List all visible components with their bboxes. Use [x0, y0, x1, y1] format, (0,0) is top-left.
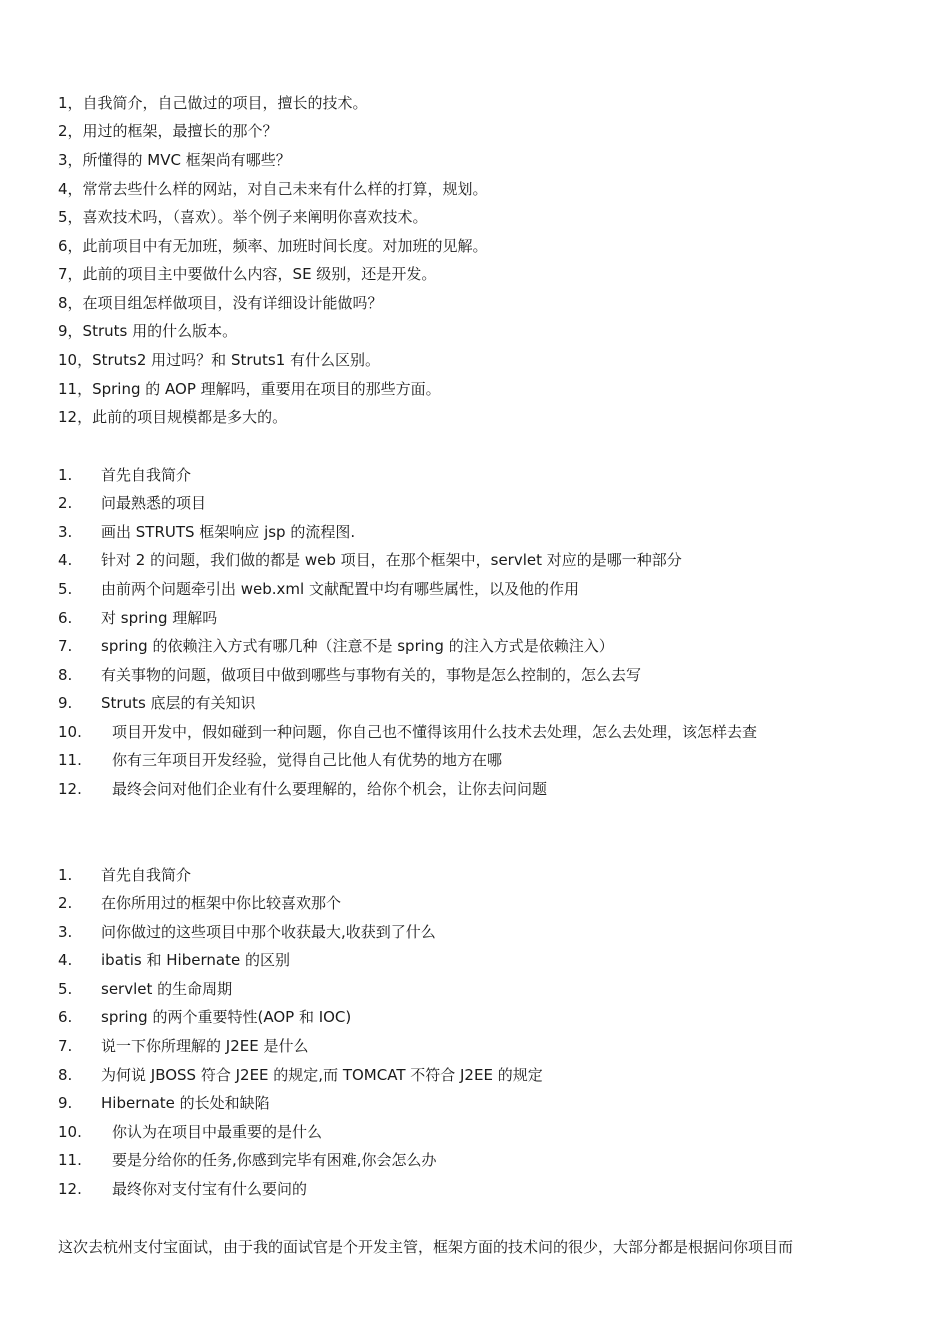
list-text: 你认为在项目中最重要的是什么 [112, 1123, 323, 1141]
list-text: 针对 2 的问题，我们做的都是 web 项目，在那个框架中，servlet 对应的是哪一种部分 [101, 551, 682, 569]
list-number: 7. [58, 1037, 73, 1055]
list-item [58, 721, 757, 743]
question-line: 5，喜欢技术吗，（喜欢）。举个例子来阐明你喜欢技术。 [58, 208, 428, 226]
question-line: 9，Struts 用的什么版本。 [58, 322, 238, 340]
list-number: 12. [58, 780, 82, 798]
list-item [58, 1121, 322, 1143]
question-line: 6，此前项目中有无加班，频率、加班时间长度。对加班的见解。 [58, 237, 488, 255]
list-number: 10. [58, 1123, 82, 1141]
list-number: 2. [58, 894, 73, 912]
list-text: servlet 的生命周期 [101, 980, 233, 998]
list-text: 在你所用过的框架中你比较喜欢那个 [101, 894, 342, 912]
question-line: 7，此前的项目主中要做什么内容，SE 级别，还是开发。 [58, 265, 437, 283]
list-item [58, 492, 206, 514]
list-item [58, 778, 547, 800]
list-text: spring 的依赖注入方式有哪几种（注意不是 spring 的注入方式是依赖注入） [101, 637, 614, 655]
list-text: ibatis 和 Hibernate 的区别 [101, 951, 290, 969]
list-item [58, 1149, 437, 1171]
list-item [58, 521, 355, 543]
list-text: Struts 底层的有关知识 [101, 694, 256, 712]
list-item [58, 1178, 307, 1200]
list-number: 8. [58, 1066, 73, 1084]
list-text: 问你做过的这些项目中那个收获最大,收获到了什么 [101, 923, 436, 941]
list-item [58, 1092, 270, 1114]
question-line: 2，用过的框架，最擅长的那个？ [58, 122, 278, 140]
list-text: 有关事物的问题，做项目中做到哪些与事物有关的，事物是怎么控制的，怎么去写 [101, 666, 642, 684]
list-item [58, 692, 256, 714]
list-item [58, 464, 191, 486]
list-number: 5. [58, 580, 73, 598]
list-text: 首先自我简介 [101, 866, 192, 884]
list-number: 4. [58, 551, 73, 569]
list-item [58, 549, 682, 571]
list-number: 5. [58, 980, 73, 998]
question-line: 12，此前的项目规模都是多大的。 [58, 408, 288, 426]
list-number: 10. [58, 723, 82, 741]
list-text: 对 spring 理解吗 [101, 609, 218, 627]
list-number: 1. [58, 466, 73, 484]
list-text: 项目开发中，假如碰到一种问题，你自己也不懂得该用什么技术去处理，怎么去处理，该怎样去查 [112, 723, 758, 741]
list-number: 4. [58, 951, 73, 969]
list-item [58, 864, 191, 886]
list-text: 要是分给你的任务,你感到完毕有困难,你会怎么办 [112, 1151, 437, 1169]
list-text: 由前两个问题牵引出 web.xml 文献配置中均有哪些属性，以及他的作用 [101, 580, 579, 598]
list-number: 9. [58, 1094, 73, 1112]
list-number: 2. [58, 494, 73, 512]
list-number: 3. [58, 923, 73, 941]
list-item [58, 578, 579, 600]
question-line: 8，在项目组怎样做项目，没有详细设计能做吗？ [58, 294, 383, 312]
list-text: 说一下你所理解的 J2EE 是什么 [101, 1037, 309, 1055]
list-item [58, 892, 341, 914]
list-number: 11. [58, 751, 82, 769]
body-paragraph: 这次去杭州支付宝面试，由于我的面试官是个开发主管，框架方面的技术问的很少，大部分都是根据问你项目而 [58, 1238, 794, 1256]
list-item [58, 635, 614, 657]
list-text: 最终会问对他们企业有什么要理解的，给你个机会，让你去问问题 [112, 780, 548, 798]
list-number: 8. [58, 666, 73, 684]
list-number: 1. [58, 866, 73, 884]
list-item [58, 1064, 543, 1086]
list-number: 12. [58, 1180, 82, 1198]
list-item [58, 607, 217, 629]
list-number: 6. [58, 1008, 73, 1026]
list-text: 为何说 JBOSS 符合 J2EE 的规定,而 TOMCAT 不符合 J2EE 的规定 [101, 1066, 543, 1084]
list-text: 首先自我简介 [101, 466, 192, 484]
list-item [58, 1035, 308, 1057]
list-item [58, 978, 232, 1000]
question-line: 10，Struts2 用过吗？和 Struts1 有什么区别。 [58, 351, 381, 369]
list-item [58, 749, 502, 771]
list-number: 6. [58, 609, 73, 627]
list-item [58, 664, 641, 686]
list-text: 你有三年项目开发经验，觉得自己比他人有优势的地方在哪 [112, 751, 503, 769]
list-item [58, 1006, 351, 1028]
list-item [58, 949, 290, 971]
question-line: 1，自我简介，自己做过的项目，擅长的技术。 [58, 94, 368, 112]
list-number: 11. [58, 1151, 82, 1169]
question-line: 4，常常去些什么样的网站，对自己未来有什么样的打算，规划。 [58, 180, 488, 198]
list-number: 7. [58, 637, 73, 655]
list-item [58, 921, 436, 943]
list-text: spring 的两个重要特性(AOP 和 IOC) [101, 1008, 352, 1026]
list-text: Hibernate 的长处和缺陷 [101, 1094, 270, 1112]
question-line: 3，所懂得的 MVC 框架尚有哪些？ [58, 151, 291, 169]
question-line: 11，Spring 的 AOP 理解吗，重要用在项目的那些方面。 [58, 380, 441, 398]
list-number: 9. [58, 694, 73, 712]
list-text: 画出 STRUTS 框架响应 jsp 的流程图. [101, 523, 356, 541]
list-text: 问最熟悉的项目 [101, 494, 207, 512]
list-number: 3. [58, 523, 73, 541]
list-text: 最终你对支付宝有什么要问的 [112, 1180, 308, 1198]
